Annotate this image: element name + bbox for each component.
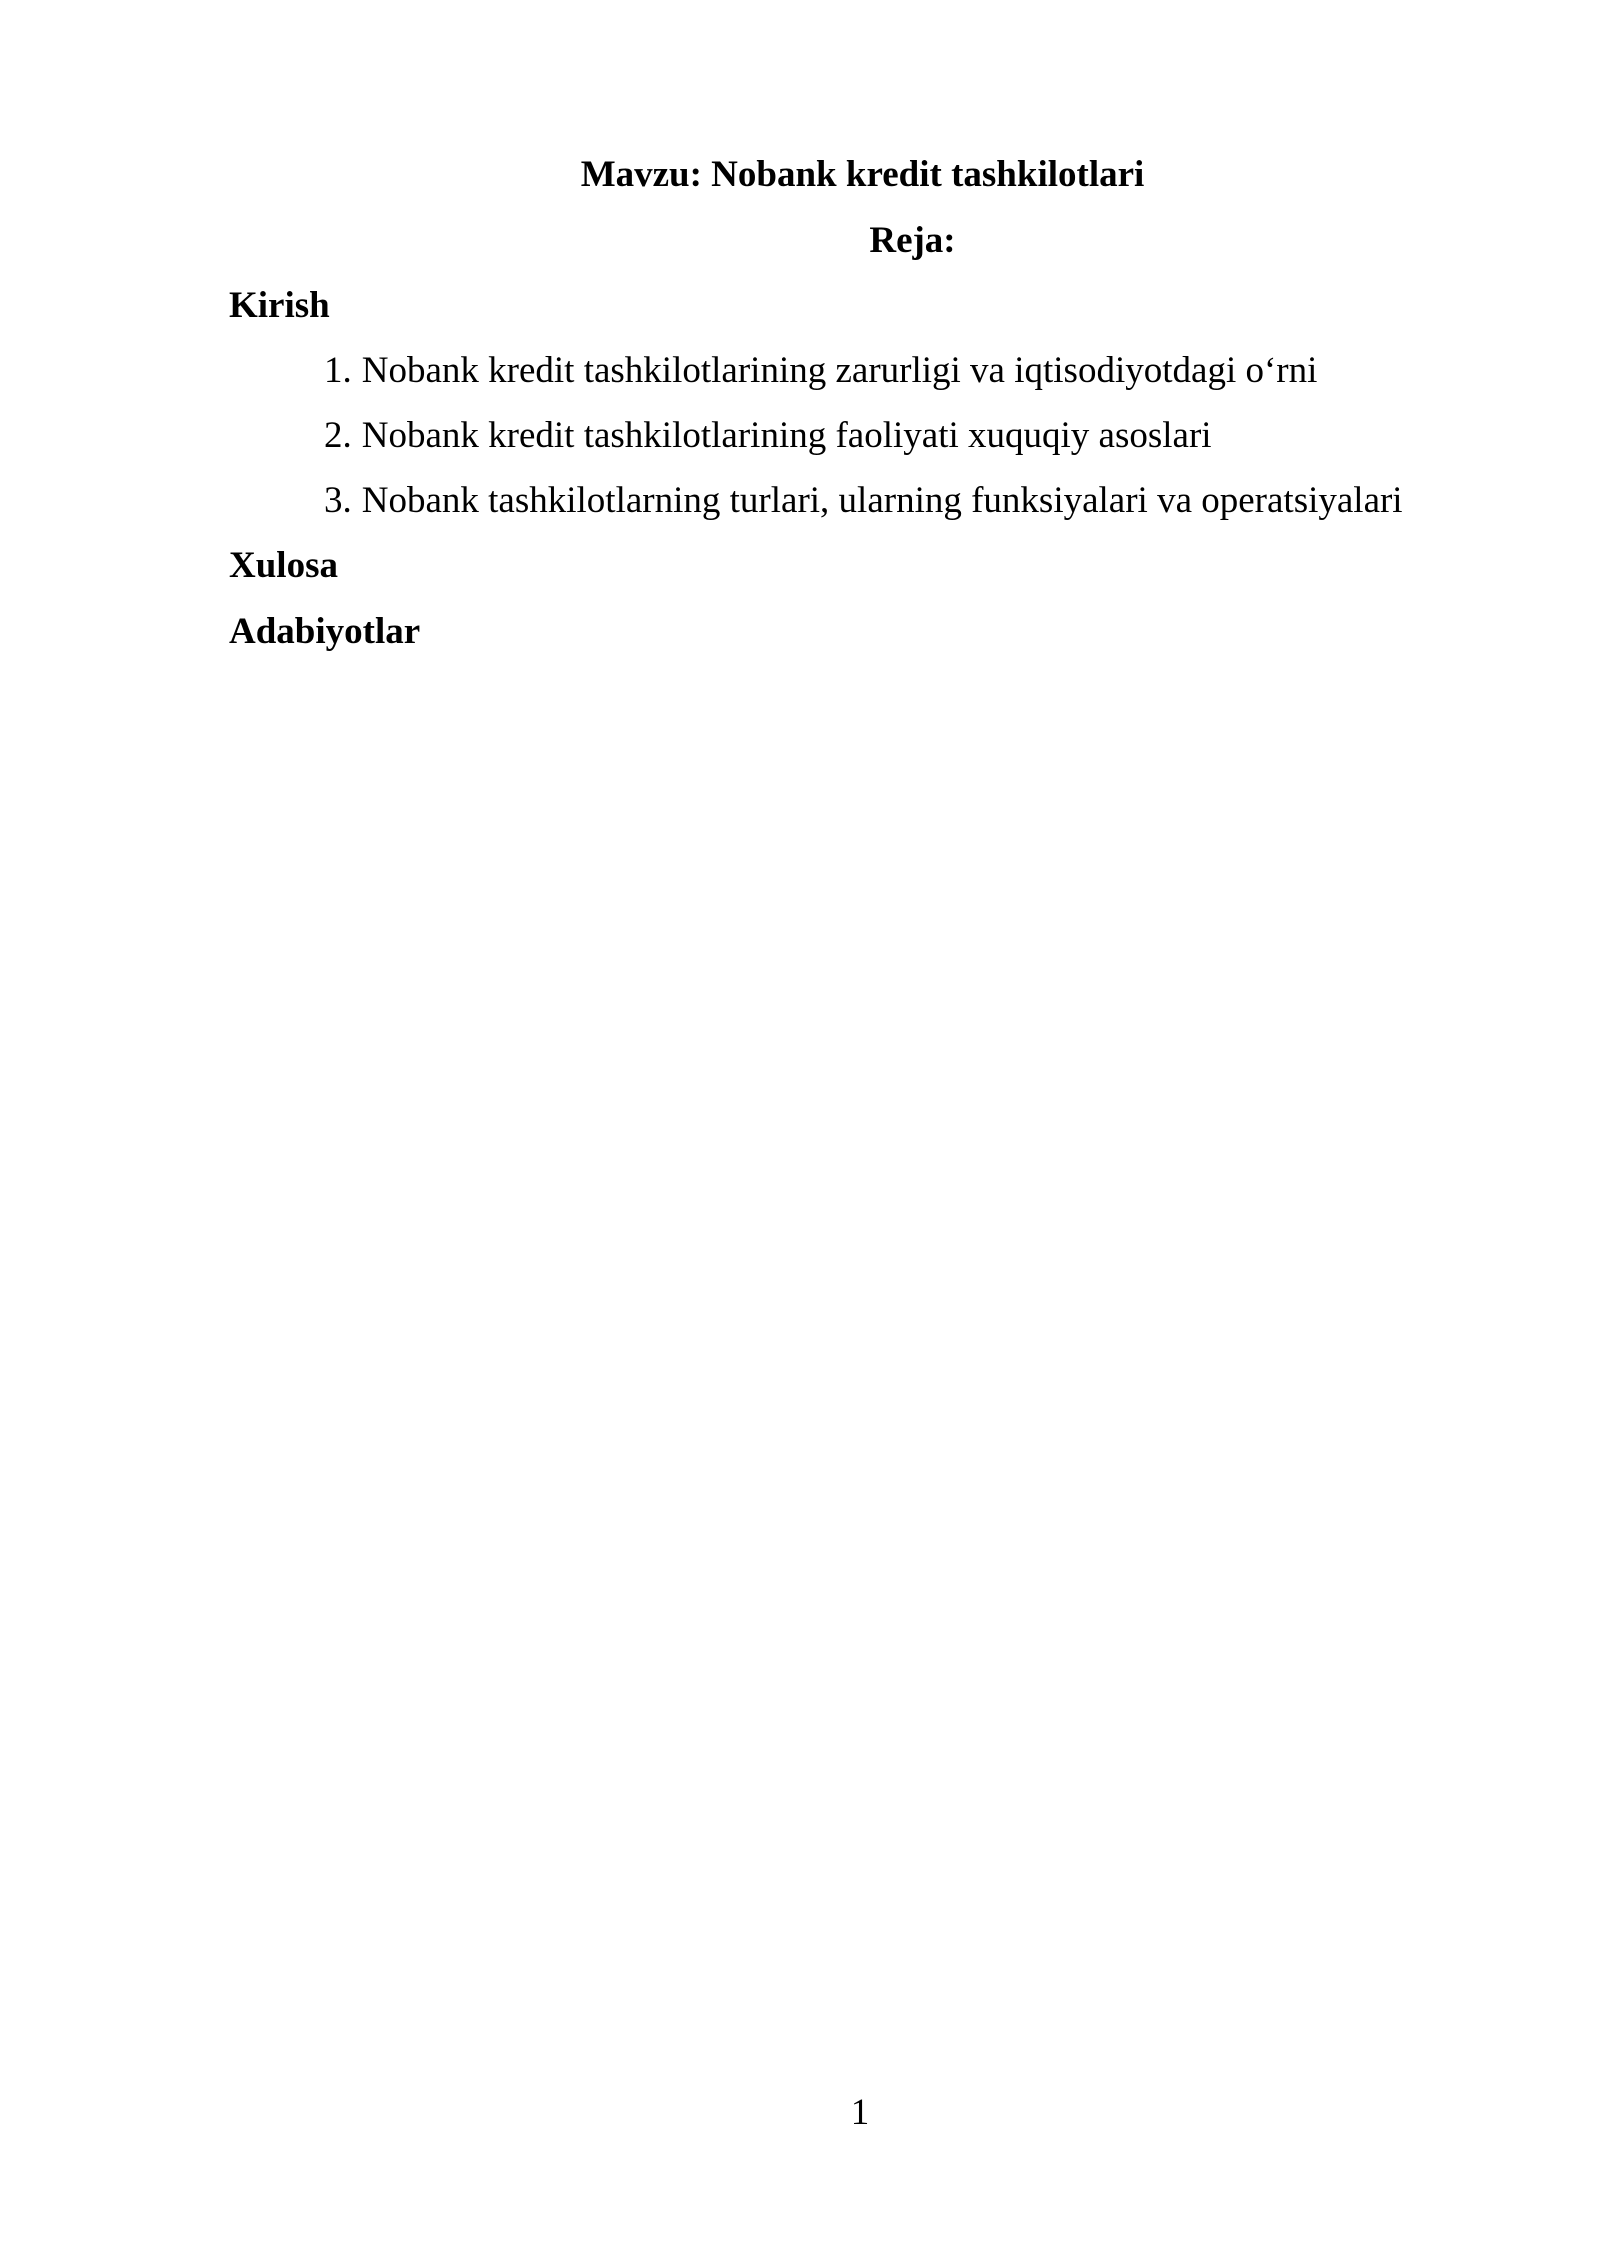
- plan-list: [324, 346, 1403, 541]
- references-heading: Adabiyotlar: [229, 611, 421, 652]
- plan-item-2: [324, 411, 1403, 476]
- plan-item-1: [324, 346, 1403, 411]
- plan-item-number: 3.: [324, 480, 352, 521]
- plan-item-number: 1.: [324, 350, 352, 391]
- plan-item-3: [324, 476, 1403, 541]
- plan-item-text: Nobank kredit tashkilotlarining faoliyati xuquqiy asoslari: [361, 415, 1212, 456]
- document-title: Mavzu: Nobank kredit tashkilotlari: [580, 154, 1145, 195]
- plan-item-text: Nobank kredit tashkilotlarining zarurligi va iqtisodiyotdagi o‘rni: [361, 350, 1318, 391]
- page-number: 1: [850, 2092, 870, 2133]
- conclusion-heading: Xulosa: [229, 545, 338, 586]
- plan-heading: Reja:: [869, 220, 956, 261]
- plan-item-number: 2.: [324, 415, 352, 456]
- intro-heading: Kirish: [229, 285, 330, 326]
- plan-item-text: Nobank tashkilotlarning turlari, ularning funksiyalari va operatsiyalari: [361, 480, 1403, 521]
